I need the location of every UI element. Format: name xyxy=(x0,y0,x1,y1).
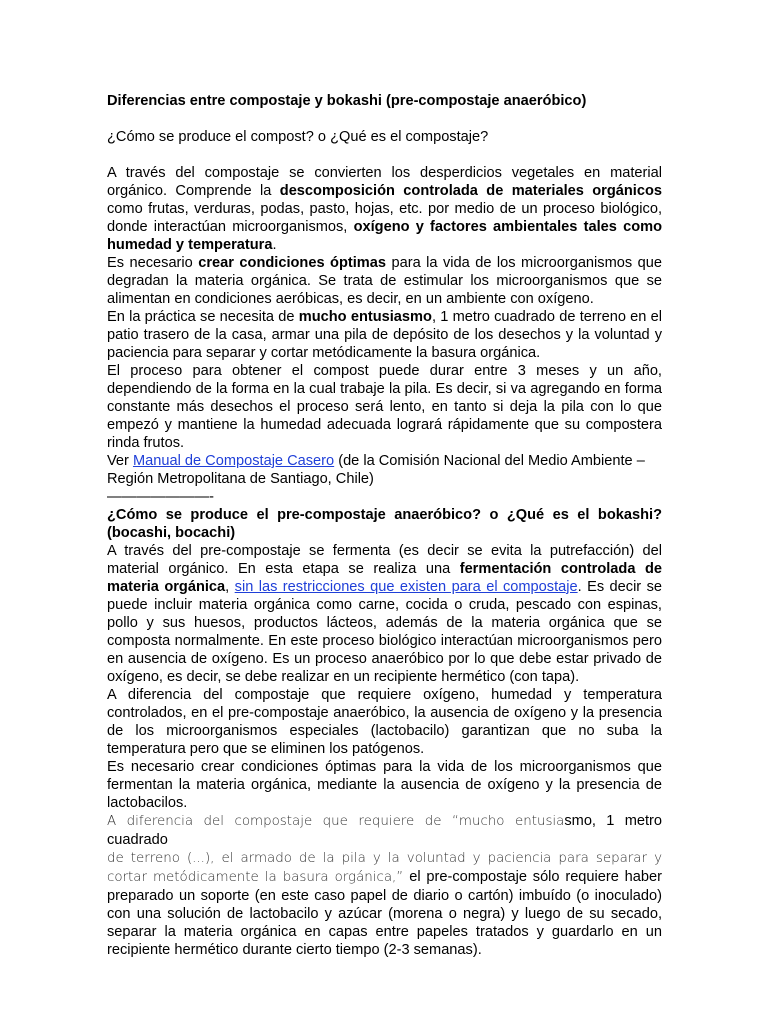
paragraph-fermentation-conditions: Es necesario crear condiciones óptimas para la vida de los microorganismos que fermentan la materia orgánica, mediante la ausencia de oxígeno y la presencia de lactobacilos. xyxy=(107,759,662,811)
document-page xyxy=(107,92,662,959)
document-title: Diferencias entre compostaje y bokashi (pre-compostaje anaeróbico) xyxy=(107,93,587,109)
question-compost: ¿Cómo se produce el compost? o ¿Qué es el compostaje? xyxy=(107,129,489,145)
paragraph-difference-oxygen: A diferencia del compostaje que requiere oxígeno, humedad y temperatura controlados, en el pre-compostaje anaeróbico, la ausencia de oxígeno y la presencia de los microorganismos especiales (lactobacilo) garantizan que no suba la temperatura pero que se eliminen los patógenos. xyxy=(107,687,662,757)
paragraph-practice: En la práctica se necesita de mucho entusiasmo, 1 metro cuadrado de terreno en el patio trasero de la casa, armar una pila de depósito de los desechos y la voluntad y paciencia para separar y cortar metódicamente la basura orgánica. xyxy=(107,309,663,361)
separator-line: ———————- xyxy=(107,489,215,505)
paragraph-manual-reference: Ver Manual de Compostaje Casero (de la Comisión Nacional del Medio Ambiente – Región Metropolitana de Santiago, Chile) xyxy=(107,453,645,487)
paragraph-bokashi-preparation: A diferencia del compostaje que requiere de “mucho entusiasmo, 1 metro cuadrado de terreno (...), el armado de la pila y la voluntad y paciencia para separar y cortar metódicamente la basura orgánica,” el pre-compostaje sólo requiere haber preparado un soporte (en este caso papel de diario o cartón) imbuído (o inoculado) con una solución de lactobacilo y azúcar (morena o negra) y luego de su secado, separar la materia orgánica en capas entre papeles tratados y guardarlo en un recipiente hermético durante cierto tiempo (2-3 semanas). xyxy=(107,813,662,958)
manual-compostaje-link[interactable]: Manual de Compostaje Casero xyxy=(132,453,335,469)
paragraph-bokashi-definition: A través del pre-compostaje se fermenta (es decir se evita la putrefacción) del material orgánico. En esta etapa se realiza una fermentación controlada de materia orgánica, sin las restricciones que existen para el compostaje. Es decir se puede incluir materia orgánica como carne, cocida o cruda, pescado con espinas, pollo y sus huesos, productos lácteos, además de la materia orgánica que se composta normalmente. En este proceso biológico interactúan microorganismos pero en ausencia de oxígeno. Es un proceso anaeróbico por lo que debe estar privado de oxígeno, es decir, se debe realizar en un recipiente hermético (con tapa). xyxy=(107,543,663,685)
paragraph-compost-definition: A través del compostaje se convierten los desperdicios vegetales en material orgánico. Comprende la descomposición controlada de materiales orgánicos como frutas, verduras, podas, pasto, hojas, etc. por medio de un proceso biológico, donde interactúan microorganismos, oxígeno y factores ambientales tales como humedad y temperatura. xyxy=(107,165,663,253)
paragraph-optimal-conditions: Es necesario crear condiciones óptimas para la vida de los microorganismos que degradan la materia orgánica. Se trata de estimular los microorganismos que se alimentan en condiciones aeróbicas, es decir, en un ambiente con oxígeno. xyxy=(107,255,662,307)
paragraph-process-duration: El proceso para obtener el compost puede durar entre 3 meses y un año, dependiendo de la forma en la cual trabaje la pila. Es decir, si va agregando en forma constante más desechos el proceso será lento, en tanto si deja la pila con lo que empezó y mantiene la humedad adecuada logrará rápidamente que su compostera rinda frutos. xyxy=(107,363,662,451)
question-bokashi: ¿Cómo se produce el pre-compostaje anaeróbico? o ¿Qué es el bokashi? (bocashi, bocachi) xyxy=(107,507,662,541)
restricciones-compostaje-link[interactable]: sin las restricciones que existen para el compostaje xyxy=(234,579,578,595)
